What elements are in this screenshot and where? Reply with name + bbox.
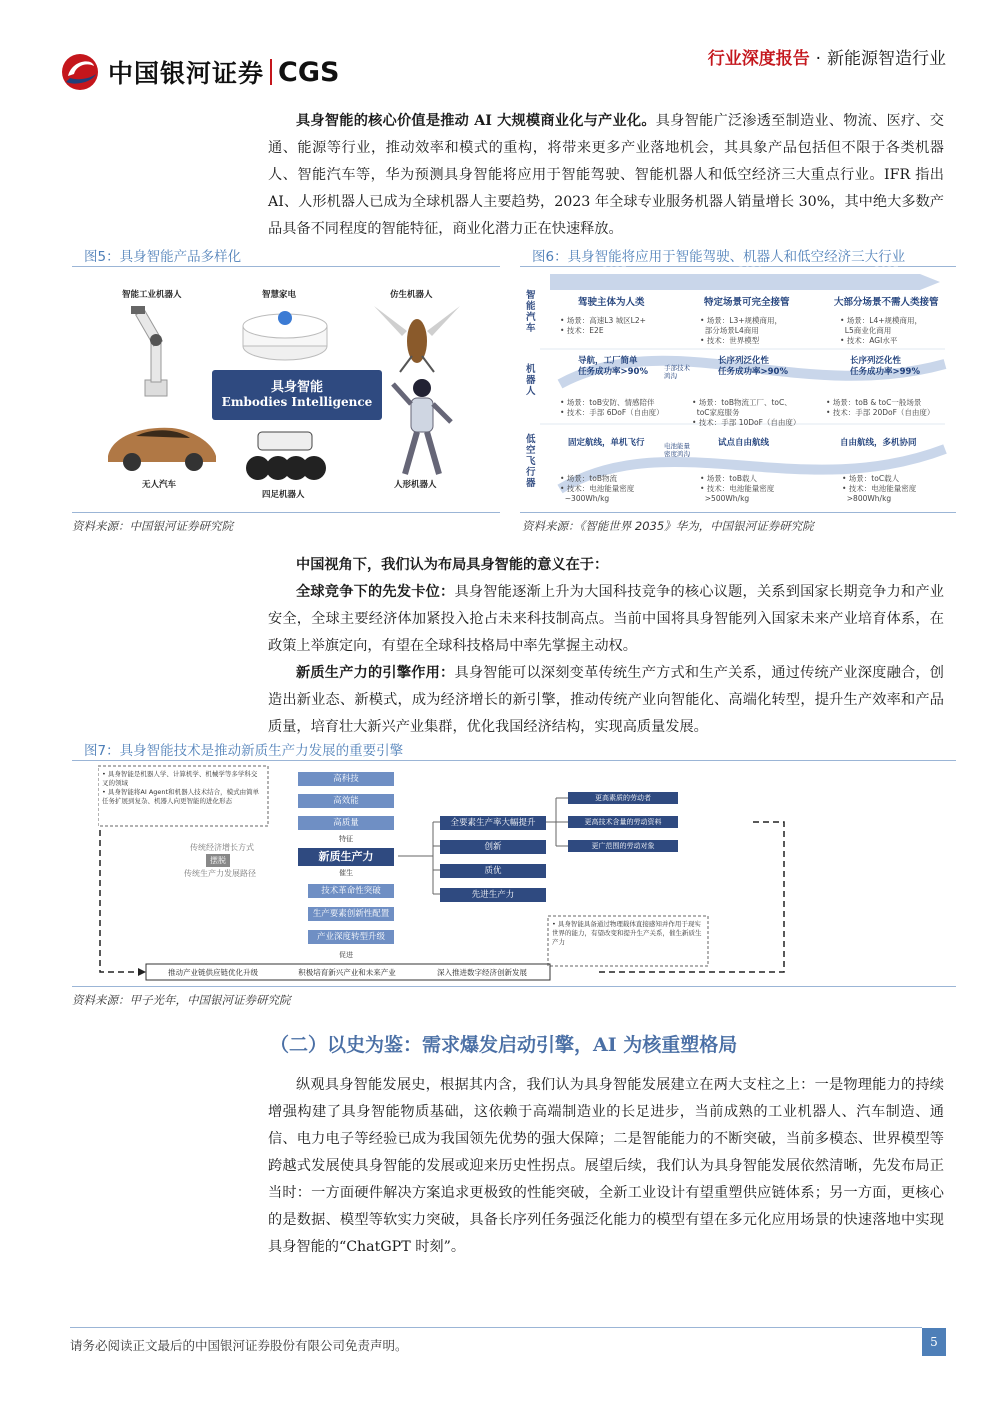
- bar-supply-chain: 推动产业链供应链优化升级: [168, 968, 258, 977]
- year-2025: 2025: [602, 266, 628, 276]
- box-tfp-increase: 全要素生产率大幅提升: [440, 816, 546, 830]
- header-dot: ·: [815, 49, 822, 69]
- new-productivity-lead: 新质生产力的引擎作用：: [296, 665, 455, 681]
- label-quadruped-robot: 四足机器人: [262, 490, 305, 500]
- fig6-title: 图6：具身智能将应用于智能驾驶、机器人和低空经济三大行业: [532, 249, 906, 265]
- fig7-rule: [72, 760, 956, 761]
- fig6-source: 资料来源：《智能世界 2035》华为，中国银河证券研究院: [522, 519, 814, 533]
- humanoid-robot-icon: [387, 374, 457, 484]
- quadruped-robot-icon: [242, 424, 327, 486]
- year-2030: 2030: [738, 266, 764, 276]
- robot-gap-note: 手部技术 鸿沟: [664, 364, 690, 380]
- logo-cn-text: 中国银河证券: [108, 59, 265, 88]
- trad-title: 传统经济增长方式: [190, 843, 254, 852]
- industrial-robot-arm-icon: [127, 300, 187, 400]
- robot-detail-2025: • 场景：toB安防、情感陪伴 • 技术：手部 6DoF（自由度）: [560, 398, 664, 417]
- car-2030: 特定场景可完全接管: [704, 297, 790, 308]
- logo-separator: [270, 59, 272, 85]
- row-car: 智能汽车: [526, 290, 536, 334]
- label-feature: 特征: [339, 835, 353, 843]
- label-autonomous-car: 无人汽车: [142, 480, 177, 490]
- drone-2030: 试点自由航线: [718, 438, 770, 448]
- fig6-bottom-rule: [520, 512, 956, 513]
- fig7-source: 资料来源：甲子光年，中国银河证券研究院: [72, 993, 291, 1007]
- box-advanced-productivity: 先进生产力: [440, 888, 546, 902]
- bionic-insect-robot-icon: [372, 296, 462, 376]
- year-2035: 2035: [874, 266, 900, 276]
- row-drone: 低空飞行器: [526, 434, 536, 489]
- car-2025: 驾驶主体为人类: [578, 297, 645, 308]
- paragraph-china-perspective: [268, 552, 944, 741]
- drone-2025: 固定航线，单机飞行: [568, 438, 645, 448]
- box-wider-objects: 更广范围的劳动对象: [568, 840, 678, 852]
- footer-rule: [70, 1327, 922, 1328]
- industry-name: 新能源智造行业: [827, 49, 946, 69]
- label-promote: 促进: [339, 951, 353, 959]
- autonomous-car-icon: [102, 416, 222, 476]
- fig7-top-note: • 具身智能是机器人学、计算机学、机械学等多学科交叉的领域 • 具身智能将AI Agent和机器人技术结合，模式由简单任务扩展到复杂、机器人向更智能的进化形态: [102, 770, 260, 805]
- robot-detail-2030: • 场景：toB物流工厂、toC、 toC家庭服务 • 技术：手部 10DoF（自由度）: [692, 398, 801, 427]
- robot-2025: 导航，工厂简单 任务成功率>90%: [578, 356, 648, 377]
- paragraph-core-value: [268, 108, 944, 243]
- stack-high-quality: 高质量: [298, 816, 394, 830]
- section-title: （二）以史为鉴：需求爆发启动引擎，AI 为核重塑格局: [270, 1034, 738, 1056]
- embodied-intelligence-center: [212, 370, 382, 420]
- perspective-intro: [268, 552, 944, 579]
- box-innovation: 创新: [440, 840, 546, 854]
- fig5-source: 资料来源：中国银河证券研究院: [72, 519, 233, 533]
- drone-detail-2035: • 场景：toC载人 • 技术：电池能量密度 >800Wh/kg: [842, 474, 917, 503]
- trad-mid: 摆脱: [206, 854, 230, 867]
- fig6-roadmap-diagram: [520, 264, 956, 516]
- label-bionic-robot: 仿生机器人: [390, 290, 433, 300]
- fig5-title: 图5：具身智能产品多样化: [84, 249, 242, 265]
- footer-disclaimer: 请务必阅读正文最后的中国银河证券股份有限公司免责声明。: [70, 1338, 408, 1353]
- center-cn: 具身智能: [270, 380, 323, 395]
- fig7-title: 图7：具身智能技术是推动新质生产力发展的重要引擎: [84, 743, 404, 759]
- car-detail-2035: • 场景：L4+规模商用， L5商业化商用 • 技术：AGI水平: [840, 316, 923, 345]
- center-en: Embodies Intelligence: [221, 395, 373, 409]
- stack-tech-breakthrough: 技术革命性突破: [308, 884, 394, 898]
- drone-2035: 自由航线，多机协同: [840, 438, 917, 448]
- robot-2030: 长序列泛化性 任务成功率>90%: [718, 356, 788, 377]
- car-2035: 大部分场景不需人类接管: [834, 297, 939, 308]
- point-new-productivity: [268, 660, 944, 741]
- bar-digital-economy: 深入推进数字经济创新发展: [437, 968, 527, 977]
- point-first-mover: [268, 579, 944, 660]
- fig5-product-diagram: [72, 266, 500, 514]
- trad-bottom: 传统生产力发展路径: [184, 869, 256, 878]
- paragraph-history: 纵观具身智能发展史，根据其内含，我们认为具身智能发展建立在两大支柱之上：一是物理能力的持续增强构建了具身智能物质基础，这依赖于高端制造业的长足进步，当前成熟的工业机器人、汽车制造、通信、电力电子等经验已成为我国领先优势的强大保障；二是智能能力的不断突破，当前多模态、世界模型等跨越式发展使具身智能的发展或迎来历史性拐点。展望后续，我们认为具身智能发展依然清晰，先发布局正当时：一方面硬件解决方案追求更极致的性能突破，全新工业设计有望重塑供应链体系；另一方面，更核心的是数据、模型等软实力突破，具备长序列任务强泛化能力的模型有望在多元化应用场景的快速落地中实现具身智能的“ChatGPT 时刻”。: [268, 1077, 944, 1255]
- stack-industry-upgrade: 产业深度转型升级: [308, 930, 394, 944]
- page-number: 5: [922, 1328, 946, 1356]
- robot-detail-2035: • 场景：toB & toC一般场景 • 技术：手部 20DoF（自由度）: [826, 398, 935, 417]
- label-catalyst: 催生: [339, 869, 353, 877]
- box-better-workers: 更高素质的劳动者: [568, 792, 678, 804]
- box-quality: 质优: [440, 864, 546, 878]
- drone-detail-2025: • 场景：toB物流 • 技术：电池能量密度 ~300Wh/kg: [560, 474, 635, 503]
- cgs-logo-icon: [58, 52, 102, 92]
- label-industrial-robot: 智能工业机器人: [122, 290, 182, 300]
- stack-high-efficiency: 高效能: [298, 794, 394, 808]
- fig7-productivity-diagram: [98, 764, 958, 984]
- stack-factor-allocation: 生产要素创新性配置: [308, 907, 394, 921]
- new-productivity-body: 具身智能可以深刻变革传统生产方式和生产关系，通过传统产业深度融合，创造出新业态、新模式，成为经济增长的新引擎，推动传统产业向智能化、高端化转型，提升生产效率和产品质量，培育壮大新兴产业集群，优化我国经济结构，实现高质量发展。: [268, 665, 944, 735]
- drone-detail-2030: • 场景：toB载人 • 技术：电池能量密度 >500Wh/kg: [700, 474, 775, 503]
- report-type: 行业深度报告: [707, 49, 810, 69]
- box-better-tools: 更高技术含量的劳动资料: [568, 816, 678, 828]
- robot-2035: 长序列泛化性 任务成功率>99%: [850, 356, 920, 377]
- bar-emerging-industries: 积极培育新兴产业和未来产业: [298, 968, 396, 977]
- fig5-bottom-rule: [72, 512, 500, 513]
- drone-gap-note: 电池能量 密度鸿沟: [664, 442, 690, 458]
- paragraph-body: 具身智能广泛渗透至制造业、物流、医疗、交通、能源等行业，推动效率和模式的重构，将带来更多产业落地机会，其具象产品包括但不限于各类机器人、智能汽车等，华为预测具身智能将应用于智能驾驶、智能机器人和低空经济三大重点行业。IFR 指出 AI、人形机器人已成为全球机器人主要趋势，2023 年全球专业服务机器人销量增长 30%，其中绝大多数产品具备不同程度的智能特征，商业化潜力正在快速释放。: [268, 113, 944, 237]
- stack-high-tech: 高科技: [298, 772, 394, 786]
- fig7-bottom-note: • 具身智能具备通过物理载体直接感知并作用于现实世界的能力，有望改变和提升生产关系，催生新质生产力: [552, 920, 702, 946]
- paragraph-lead: 具身智能的核心价值是推动 AI 大规模商业化与产业化。: [296, 113, 656, 129]
- core-new-productivity: 新质生产力: [298, 848, 394, 866]
- label-humanoid-robot: 人形机器人: [394, 480, 437, 490]
- first-mover-lead: 全球竞争下的先发卡位：: [296, 584, 455, 600]
- car-detail-2030: • 场景：L3+规模商用， 部分场景L4商用 • 技术：世界模型: [700, 316, 783, 345]
- report-header: [708, 44, 946, 69]
- fig7-bottom-rule: [72, 986, 956, 987]
- brand-logo: [58, 52, 358, 92]
- first-mover-body: 具身智能逐渐上升为大国科技竞争的核心议题，关系到国家长期竞争力和产业安全，全球主要经济体加紧投入抢占未来科技制高点。当前中国将具身智能列入国家未来产业培育体系，在政策上举旗定向，有望在全球科技格局中率先掌握主动权。: [268, 584, 944, 654]
- row-robot: 机器人: [526, 364, 536, 397]
- logo-en-text: CGS: [278, 56, 340, 88]
- intro-text: 中国视角下，我们认为布局具身智能的意义在于：: [296, 557, 609, 573]
- car-detail-2025: • 场景：高速L3 城区L2+ • 技术：E2E: [560, 316, 646, 335]
- label-smart-appliance: 智慧家电: [262, 290, 297, 300]
- robot-vacuum-icon: [237, 296, 332, 366]
